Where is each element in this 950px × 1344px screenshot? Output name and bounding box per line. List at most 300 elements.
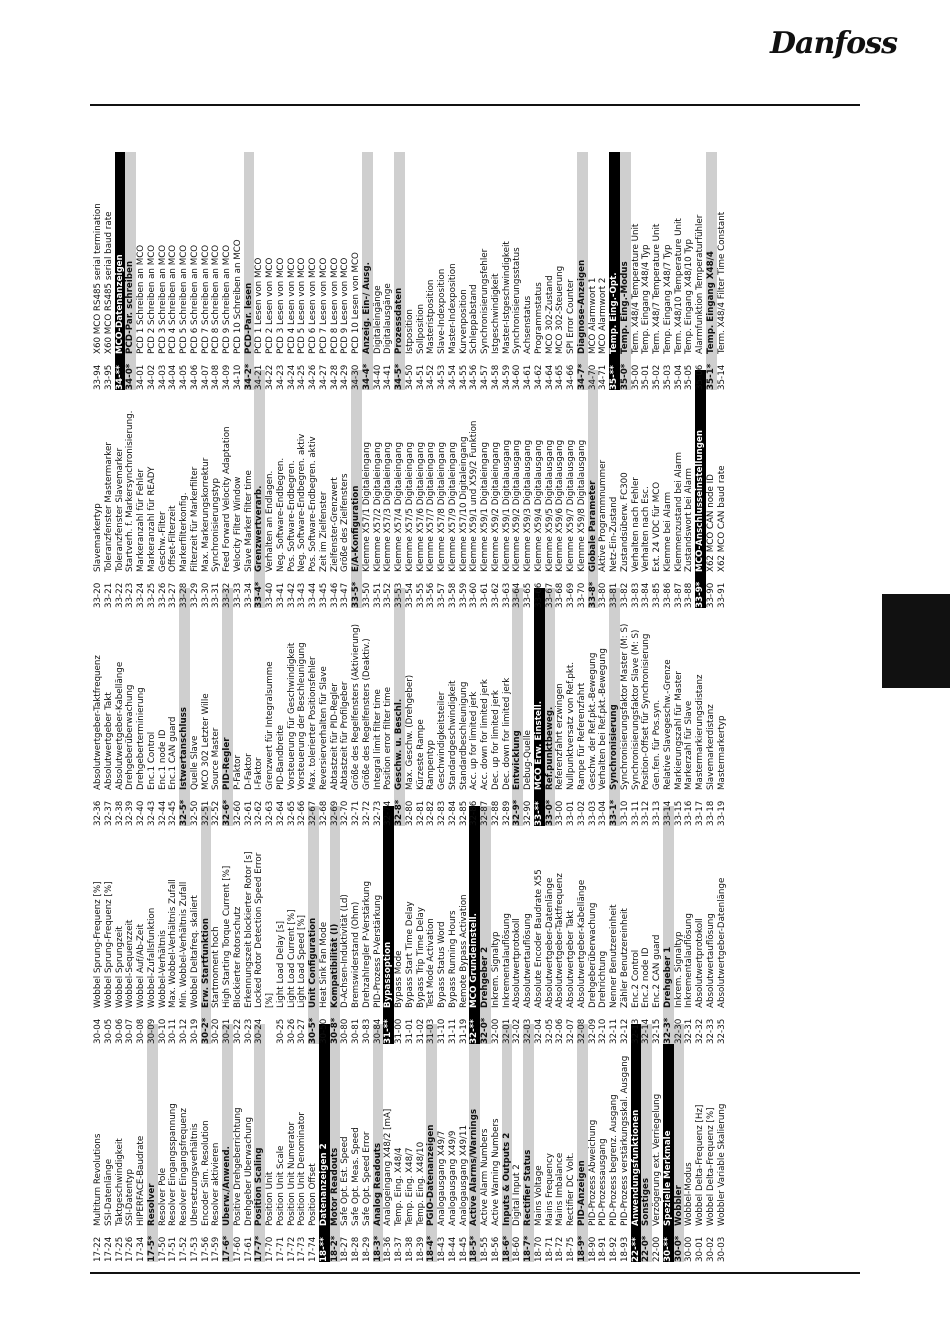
parameter-code: 33-67 [544,582,555,608]
parameter-code: 34-7* [576,363,587,390]
parameter-label: Resolver Pole [157,1167,168,1226]
parameter-code: 17-26 [125,1236,136,1262]
parameter-label: Absolute Encoder Baudrate X55 [533,869,544,1008]
parameter-group-row [125,152,136,390]
parameter-group-row [706,152,717,390]
parameter-row [512,806,523,1044]
parameter-row [437,152,448,390]
parameter-code: 17-7* [254,1235,265,1262]
parameter-row [480,588,491,826]
parameter-label: Achsenstatus [523,295,533,354]
parameter-group-row [674,1024,685,1262]
parameter-code: 34-24 [286,364,297,390]
parameter-code: 35-** [609,365,619,390]
parameter-row [211,806,222,1044]
parameter-code: 32-74 [383,800,394,826]
parameter-row [426,370,437,608]
parameter-label: Drehgeberterminierung [136,687,146,790]
parameter-label: Netz-Ein-Zustand [609,496,619,572]
parameter-row [459,152,470,390]
parameter-row [459,588,470,826]
parameter-label: Wobbel Delta-Frequenz [Hz] [695,1104,705,1226]
parameter-label: Acc. down for limited jerk [480,679,490,790]
parameter-label: Wobbel-Verhältnis [157,930,168,1008]
parameter-code: 18-56 [490,1236,501,1262]
parameter-code: 30-80 [340,1018,351,1044]
parameter-code: 33-82 [619,582,630,608]
parameter-row [211,370,222,608]
parameter-code: 32-71 [351,800,361,826]
parameter-row [480,1024,491,1262]
parameter-code: 17-25 [114,1236,125,1262]
parameter-row [631,806,642,1044]
parameter-label: Position Unit [265,1171,275,1226]
parameter-row [158,1024,169,1262]
parameter-code: 33-95 [103,364,114,390]
parameter-row [351,1024,362,1262]
parameter-label: Rampentyp [426,739,437,790]
parameter-row [598,588,609,826]
parameter-row [104,588,115,826]
parameter-label: Master-Indexposition [447,263,458,354]
parameter-code: 35-1* [705,363,716,390]
parameter-label: MCO 302-Zustand [544,275,555,354]
parameter-label: Blockierter Rotorschutz [232,906,243,1008]
parameter-row [405,1024,416,1262]
parameter-row [674,588,685,826]
parameter-label: PCD 2 Schreiben an MCO [146,244,157,354]
parameter-code: 22-** [630,1237,641,1262]
parameter-code: 33-91 [716,582,727,608]
parameter-label: Test Mode Activation [426,918,437,1008]
parameter-label: Inputs & Outputs 2 [501,1132,512,1226]
parameter-row [609,1024,620,1262]
parameter-row [663,152,674,390]
parameter-label: Offset-Filterzeit [168,505,179,572]
parameter-code: 18-28 [351,1236,361,1262]
parameter-code: 34-09 [222,364,232,390]
parameter-code: 18-90 [587,1236,598,1262]
parameter-row [222,806,233,1044]
parameter-label: Motor Readouts [329,1147,340,1226]
parameter-code: 34-02 [146,364,157,390]
parameter-label: Rectifier DC Volt. [566,1152,576,1226]
parameter-row [319,370,330,608]
parameter-code: 32-14 [641,1018,652,1044]
parameter-row [566,588,577,826]
parameter-label: Drehgeber 1 [662,946,673,1008]
parameter-code: 33-30 [200,582,211,608]
parameter-label: Abtastzeit für Profilgeber [340,681,351,790]
parameter-row [362,1024,373,1262]
parameter-row [254,588,265,826]
parameter-row [340,806,351,1044]
parameter-row [620,806,631,1044]
parameter-code: 33-63 [501,582,512,608]
parameter-row [201,370,212,608]
parameter-row [351,152,362,390]
parameter-row [523,370,534,608]
parameter-label: Light Load Current [%] [286,909,297,1008]
parameter-code: 18-7* [523,1235,533,1262]
parameter-code: 18-55 [480,1236,490,1262]
parameter-label: PID-Anzeigen [576,1160,587,1226]
parameter-label: Synchronisierungsstatus [512,247,523,354]
parameter-label: Geschw. u. Beschl. [394,698,404,790]
parameter-label: Grenzwertverarb. [254,485,265,572]
parameter-row [631,588,642,826]
parameter-row [674,370,685,608]
parameter-column-2 [93,806,873,1044]
parameter-code: 33-41 [275,582,286,608]
parameter-row [265,806,276,1044]
parameter-code: 34-52 [426,364,437,390]
parameter-code: 30-08 [136,1018,146,1044]
parameter-row [168,588,179,826]
parameter-code: 34-21 [254,364,265,390]
parameter-code: 33-01 [566,800,576,826]
parameter-label: Digitaleingänge [372,285,383,354]
parameter-code: 32-64 [275,800,286,826]
parameter-label: Source Master [211,727,222,790]
parameter-row [459,1024,470,1262]
parameter-row [297,588,308,826]
parameter-code: 32-68 [318,800,329,826]
parameter-code: 35-0* [619,363,630,390]
parameter-label: Absolutwertgeber-Kabellänge [114,661,125,790]
parameter-row [147,370,158,608]
parameter-code: 33-27 [168,582,179,608]
parameter-row [373,370,384,608]
parameter-label: Analogausgang X49/9 [447,1130,458,1226]
parameter-code: 17-73 [297,1236,308,1262]
parameter-label: Ext. 24 VDC für MCO [652,481,662,572]
parameter-label: Absolutwertauflösung [705,913,716,1008]
parameter-row [233,1024,244,1262]
parameter-code: 32-** [469,1019,480,1044]
parameter-label: PCD-Par. schreiben [125,260,136,354]
parameter-label: Erkennungszeit blockierter Rotor [s] [243,851,254,1008]
parameter-code: 34-71 [598,364,609,390]
parameter-code: 30-50 [318,1018,329,1044]
parameter-row [555,370,566,608]
parameter-code: 17-50 [157,1236,168,1262]
parameter-code: 33-65 [523,582,533,608]
parameter-row [362,370,373,608]
parameter-label: Pos. Software-Endbegren. [286,460,297,572]
parameter-code: 34-62 [533,364,544,390]
parameter-code: 32-06 [555,1018,566,1044]
parameter-label: Übersetzungsverhältnis [189,1123,200,1226]
parameter-label: Klemme X59/2 Digitaleingang [490,441,501,572]
parameter-code: 31-19 [458,1018,469,1044]
parameter-code: 33-44 [308,582,318,608]
parameter-label: Alarmfunktion Temperaturfühler [695,214,705,354]
parameter-code: 33-81 [609,582,619,608]
parameter-label: Synchronisierungstyp [211,477,222,572]
parameter-label: Absolutwertgeber-Datenlänge [544,877,555,1008]
parameter-code: 18-39 [415,1236,426,1262]
parameter-code: 34-51 [415,364,426,390]
parameter-code: 34-30 [351,364,361,390]
parameter-code: 34-5* [394,363,404,390]
parameter-code: 34-64 [544,364,555,390]
parameter-label: Klemme X59/1 Digitaleingang [480,441,490,572]
parameter-code: 35-06 [695,364,705,390]
parameter-label: Absolutwertgeber-Taktfrequenz [93,655,103,790]
parameter-row [340,588,351,826]
parameter-row [136,152,147,390]
parameter-code: 33-59 [458,582,469,608]
parameter-code: 30-12 [179,1018,189,1044]
parameter-row [448,588,459,826]
parameter-code: 33-20 [93,582,103,608]
parameter-code: 33-54 [404,582,415,608]
parameter-row [416,806,427,1044]
parameter-code: 32-40 [136,800,146,826]
parameter-label: Resolver aktivieren [211,1142,222,1226]
parameter-label: Größe des Regelfensters (Deaktiv.) [361,638,372,790]
parameter-label: Datenanzeigen 2 [318,1143,329,1226]
parameter-group-row [115,152,126,390]
parameter-label: Istwertanschluss [179,707,189,790]
parameter-label: SSI-Datenlänge [103,1158,114,1226]
parameter-label: Temp. Eingang X48/10 Typ [684,238,695,354]
parameter-code: 30-27 [297,1018,308,1044]
parameter-code: 35-02 [652,364,662,390]
parameter-code: 33-83 [630,582,641,608]
parameter-column-1 [93,1024,873,1262]
parameter-label: Toleranzfenster Mastermarker [103,442,114,572]
parameter-label: X60 MCO RS485 serial termination [93,203,103,354]
parameter-row [104,152,115,390]
parameter-label: X62 MCO CAN baud rate [716,465,727,572]
parameter-label: Startverh. f. Markersynchronisierung. [125,410,136,572]
parameter-code: 33-8* [587,581,598,608]
parameter-label: Positive Drehgeberrichtung [232,1107,243,1226]
parameter-row [136,806,147,1044]
parameter-code: 33-51 [372,582,383,608]
parameter-group-row [469,806,480,1044]
parameter-label: PID-Prozessausgang [598,1138,609,1226]
parameter-label: Locked Rotor Detection Speed Error [254,852,265,1008]
parameter-code: 30-07 [125,1018,136,1044]
parameter-code: 32-08 [576,1018,587,1044]
parameter-code: 33-4* [254,581,265,608]
parameter-code: 17-74 [308,1236,318,1262]
parameter-label: Analogausgang X49/11 [458,1125,469,1226]
parameter-row [512,370,523,608]
parameter-label: Rampe für Referenzfahrt [576,682,587,790]
parameter-group-row [373,1024,384,1262]
parameter-code: 33-66 [533,582,544,608]
parameter-row [588,1024,599,1262]
parameter-label: Safe Opt. Meas. Speed [351,1127,361,1226]
parameter-label: Max. Markerungskorrektur [200,457,211,572]
parameter-row [179,1024,190,1262]
parameter-label: PCD 9 Schreiben an MCO [222,244,232,354]
parameter-label: Enc.2 CAN guard [652,934,662,1008]
parameter-code: 32-32 [695,1018,705,1044]
parameter-code: 30-19 [189,1018,200,1044]
parameter-code: 34-23 [275,364,286,390]
parameter-row [233,152,244,390]
parameter-code: 33-21 [103,582,114,608]
parameter-group-row [469,1024,480,1262]
parameter-label: PCD 10 Lesen von MCO [351,252,361,354]
parameter-row [652,1024,663,1262]
parameter-code: 33-55 [415,582,426,608]
parameter-group-row [609,588,620,826]
parameter-row [684,370,695,608]
parameter-group-row [362,152,373,390]
parameter-label: Wobbel Deltafreq. skaliert [189,895,200,1008]
parameter-label: HIPERFACE-Baudrate [136,1135,146,1226]
parameter-label: PCD 5 Schreiben an MCO [179,244,189,354]
parameter-code: 32-10 [598,1018,609,1044]
parameter-label: Entwicklung [512,730,523,790]
parameter-label: Klemme X57/3 Digitaleingang [383,441,394,572]
parameter-code: 30-05 [103,1018,114,1044]
parameter-row [684,588,695,826]
parameter-label: Klemme X59/6 Digitalausgang [555,439,566,572]
parameter-label: X60 MCO RS485 serial baud rate [103,211,114,354]
parameter-code: 31-** [383,1019,394,1044]
parameter-row [405,806,416,1044]
parameter-code: 32-07 [566,1018,576,1044]
parameter-row [319,588,330,826]
parameter-label: Heat Sink Fan Mode [318,921,329,1008]
parameter-code: 33-80 [598,582,609,608]
parameter-row [351,806,362,1044]
parameter-label: Klemme X59/7 Digitalausgang [566,439,576,572]
parameter-row [577,806,588,1044]
parameter-label: Standardbeschleunigung [458,681,469,790]
parameter-group-row [641,1024,652,1262]
parameter-code: 34-55 [458,364,469,390]
parameter-label: Gen.fen. für Pos.syn. [652,699,662,790]
parameter-label: MCO Erw. Einstell. [533,700,544,790]
parameter-code: 32-05 [544,1018,555,1044]
parameter-label: Markierungszahl für Master [673,671,684,790]
parameter-row [233,588,244,826]
parameter-code: 33-15 [673,800,684,826]
parameter-code: 33-10 [619,800,630,826]
parameter-label: Term. X48/10 Temperature Unit [673,218,684,354]
parameter-label: E/A-Konfiguration [351,485,361,572]
parameter-label: Zeit im Zielfenster [318,491,329,572]
parameter-row [373,806,384,1044]
parameter-code: 33-17 [695,800,705,826]
parameter-label: Drehgeber 2 [480,946,490,1008]
parameter-label: Markerzahl für Slave [684,700,695,790]
parameter-label: Sonstiges [641,1178,652,1226]
parameter-row [330,588,341,826]
parameter-code: 33-12 [641,800,652,826]
parameter-code: 34-58 [490,364,501,390]
parameter-label: Remote Bypass Activation [458,894,469,1008]
parameter-code: 30-10 [157,1018,168,1044]
parameter-row [437,1024,448,1262]
parameter-row [168,806,179,1044]
parameter-row [93,806,104,1044]
parameter-row [620,588,631,826]
parameter-label: Größe des Regelfensters (Aktivierung) [351,623,361,790]
parameter-label: Absolutwertgeber Takt [103,692,114,790]
parameter-label: Globale Parameter [587,480,598,572]
parameter-row [340,1024,351,1262]
parameter-code: 33-40 [265,582,275,608]
parameter-code: 30-0* [673,1235,684,1262]
parameter-row [717,1024,728,1262]
parameter-code: 33-43 [297,582,308,608]
parameter-row [179,806,190,1044]
parameter-code: 32-51 [200,800,211,826]
parameter-label: PCD 2 Lesen von MCO [265,257,275,354]
parameter-code: 32-60 [232,800,243,826]
parameter-label: D-Faktor [243,753,254,790]
parameter-row [717,588,728,826]
parameter-code: 33-11 [630,800,641,826]
parameter-label: Neg. Software-Endbegren. [275,457,286,572]
parameter-row [297,370,308,608]
parameter-code: 18-71 [544,1236,555,1262]
parameter-code: 33-50 [361,582,372,608]
parameter-row [641,370,652,608]
parameter-row [577,370,588,608]
parameter-label: Klemme X59/2 Digitalausgang [512,439,523,572]
parameter-code: 32-0* [480,1017,490,1044]
parameter-label: Drehgeber Überwachung [243,1116,254,1226]
parameter-row [308,588,319,826]
parameter-code: 17-22 [93,1236,103,1262]
parameter-code: 18-60 [512,1236,523,1262]
parameter-row [598,370,609,608]
parameter-code: 34-2* [243,363,254,390]
parameter-code: 33-31 [211,582,222,608]
parameter-label: Slavemarkertyp [93,503,103,572]
parameter-row [319,806,330,1044]
parameter-code: 30-** [662,1237,673,1262]
parameter-label: Encoder Sim. Resolution [200,1120,211,1226]
parameter-code: 18-6* [501,1235,512,1262]
parameter-code: 30-8* [329,1017,340,1044]
parameter-label: Rectifier Status [523,1149,533,1226]
parameter-code: 32-5* [179,799,189,826]
parameter-label: Wobbel Sprung-Frequenz [%] [93,881,103,1008]
parameter-code: 33-14 [662,800,673,826]
parameter-label: Klemme X57/1 Digitaleingang [361,441,372,572]
parameter-code: 17-59 [211,1236,222,1262]
parameter-row [287,152,298,390]
parameter-row [233,806,244,1044]
parameter-code: 18-27 [340,1236,351,1262]
parameter-label: Grenzwert für Integralsumme [265,661,275,790]
parameter-label: Mains Voltage [533,1165,544,1226]
parameter-row [308,152,319,390]
parameter-label: Velocity Filter Window [232,476,243,572]
parameter-group-row [588,370,599,608]
parameter-label: Pos. Software-Endbegren. aktiv [308,436,318,572]
parameter-row [437,806,448,1044]
parameter-label: Synchronisierungsfaktor Master (M: S) [619,623,630,790]
parameter-code: 30-2* [200,1017,211,1044]
parameter-code: 32-83 [437,800,447,826]
parameter-code: 32-52 [211,800,222,826]
parameter-code: 30-22 [232,1018,243,1044]
parameter-code: 33-84 [641,582,652,608]
parameter-row [631,370,642,608]
